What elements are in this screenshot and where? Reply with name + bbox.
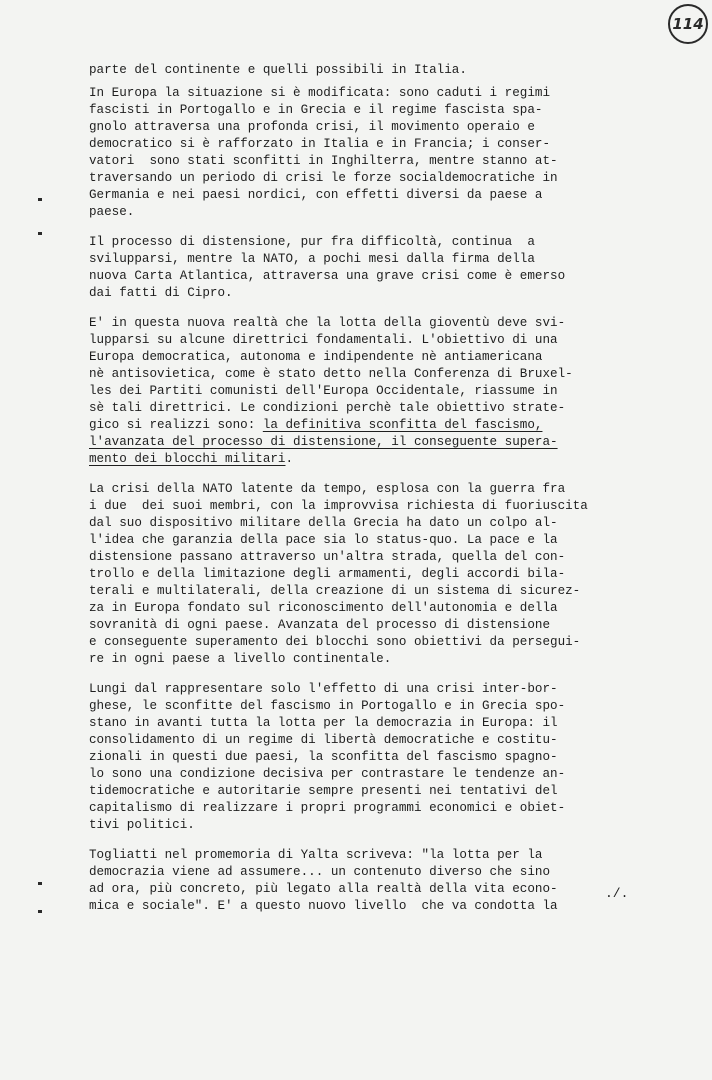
paragraph-4-text: E' in questa nuova realtà che la lotta della gioventù deve svi- lupparsi su alcune direttrici fondamentali. L'obiettivo di una Europa democratica, autonoma e indipendente nè antiamericana nè antisovietica, come è stato detto nella Conferenza di Bruxel- les dei Partiti comunisti dell'Europa Occidentale, riassume in sè tali direttrici. Le condizioni perchè tale obiettivo strate- gico si realizzi sono: xyxy=(89,316,573,432)
page-number-stamp: 114 xyxy=(668,4,708,44)
underlined-passage: la definitiva sconfitta del fascismo, l'avanzata del processo di distensione, il conseguente supera- mento dei blocchi militari xyxy=(89,418,558,466)
paragraph-6: Lungi dal rappresentare solo l'effetto di una crisi inter-bor- ghese, le sconfitte del fascismo in Portogallo e in Grecia spo- stano in avanti tutta la lotta per la democrazia in Europa: il consolidamento di un regime di libertà democratiche e costitu- zionali in questi due paesi, la sconfitta del fascismo spagno- lo sono una condizione decisiva per contrastare le tendenze an- tidemocratiche e autoritarie sempre presenti nei tentativi del capitalismo di realizzare i propri programmi economici e obiet- tivi politici. xyxy=(89,682,566,832)
margin-mark xyxy=(38,910,42,913)
paragraph-3: Il processo di distensione, pur fra difficoltà, continua a svilupparsi, mentre la NATO, a pochi mesi dalla firma della nuova Carta Atlantica, attraversa una grave crisi come è emerso dai fatti di Cipro. xyxy=(89,235,566,300)
margin-mark xyxy=(38,198,42,201)
body-text xyxy=(89,62,619,928)
paragraph-2: In Europa la situazione si è modificata: sono caduti i regimi fascisti in Portogallo e in Grecia e il regime fascista spa- gnolo attraversa una profonda crisi, il movimento operaio e democratico si è rafforzato in Italia e in Francia; i conser- vatori sono stati sconfitti in Inghilterra, mentre stanno at- traversando un periodo di crisi le forze socialdemocratiche in Germania e nei paesi nordici, con effetti diversi da paese a paese. xyxy=(89,86,558,219)
margin-mark xyxy=(38,232,42,235)
paragraph-4 xyxy=(89,315,619,468)
paragraph-1: parte del continente e quelli possibili in Italia. xyxy=(89,63,467,77)
paragraph-7: Togliatti nel promemoria di Yalta scriveva: "la lotta per la democrazia viene ad assumere... un contenuto diverso che sino ad ora, più concreto, più legato alla realtà della vita econo- mica e sociale". E' a questo nuovo livello che va condotta la xyxy=(89,848,558,913)
paragraph-5: La crisi della NATO latente da tempo, esplosa con la guerra fra i due dei suoi membri, con la improvvisa richiesta di fuoriuscita dal suo dispositivo militare della Grecia ha dato un colpo al- l'idea che garanzia della pace sia lo status-quo. La pace e la distensione passano attraverso un'altra strada, quella del con- trollo e della limitazione degli armamenti, degli accordi bila- terali e multilaterali, della creazione di un sistema di sicurez- za in Europa fondato sul riconoscimento dell'autonomia e della sovranità di ogni paese. Avanzata del processo di distensione e conseguente superamento dei blocchi sono obiettivi da persegui- re in ogni paese a livello continentale. xyxy=(89,482,588,666)
paragraph-4-tail: . xyxy=(285,452,294,466)
margin-mark xyxy=(38,882,42,885)
continuation-mark: ./. xyxy=(605,886,629,901)
